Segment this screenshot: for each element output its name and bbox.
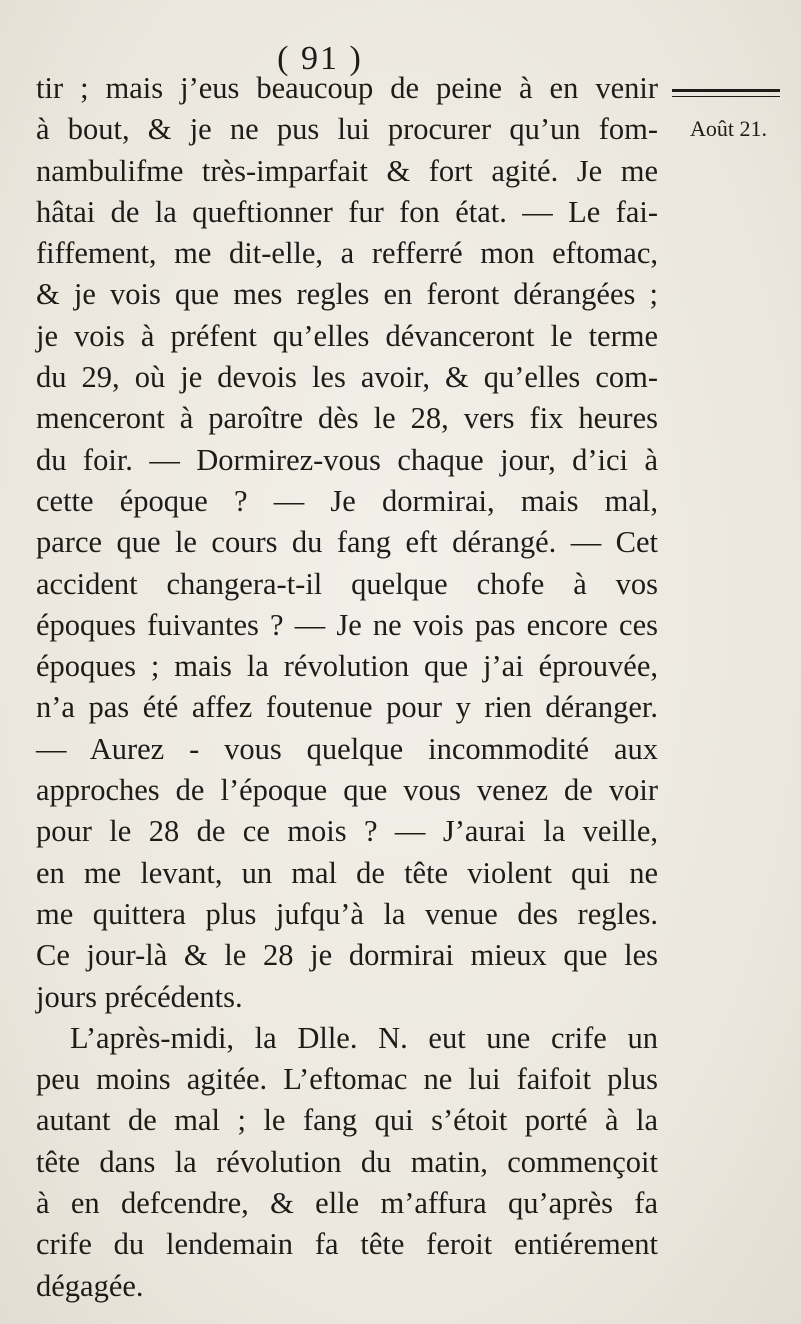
text-line: dégagée. [36, 1268, 144, 1303]
text-line: du foir. — Dormirez-vous chaque jour, d’ici à [36, 442, 658, 477]
text-line: fiffement, me dit-elle, a refferré mon eftomac, [36, 236, 658, 271]
text-line: hâtai de la queftionner fur fon état. — Le fai- [36, 194, 658, 229]
text-line: nambulifme très-imparfait & fort agité. Je me [36, 153, 658, 188]
text-line: pour le 28 de ce mois ? — J’aurai la veille, [36, 814, 658, 849]
text-line: & je vois que mes regles en feront dérangées ; [36, 277, 658, 312]
text-line: peu moins agitée. L’eftomac ne lui faifoit plus [36, 1062, 658, 1097]
body-text [36, 68, 658, 1307]
text-line: époques fuivantes ? — Je ne vois pas encore ces [36, 607, 658, 642]
text-line: tir ; mais j’eus beaucoup de peine à en venir [36, 71, 658, 105]
text-line: du 29, où je devois les avoir, & qu’elles com- [36, 360, 658, 395]
margin-date-note: Août 21. [690, 116, 767, 141]
text-line: en me levant, un mal de tête violent qui ne [36, 855, 658, 890]
text-line: jours précédents. [36, 979, 243, 1014]
text-line: crife du lendemain fa tête feroit entiérement [36, 1227, 658, 1262]
text-line: accident changera-t-il quelque chofe à vos [36, 566, 658, 601]
text-line: époques ; mais la révolution que j’ai éprouvée, [36, 649, 658, 684]
page-number: ( 91 ) [277, 40, 363, 77]
text-line: — Aurez - vous quelque incommodité aux [36, 731, 658, 766]
text-line: à bout, & je ne pus lui procurer qu’un fom- [36, 112, 658, 147]
margin-rule [672, 89, 780, 92]
text-line: parce que le cours du fang eft dérangé. — Cet [36, 525, 658, 560]
text-line: je vois à préfent qu’elles dévanceront le terme [36, 318, 658, 353]
text-line: approches de l’époque que vous venez de voir [36, 773, 658, 808]
text-line: Ce jour-là & le 28 je dormirai mieux que les [36, 938, 658, 973]
text-line: tête dans la révolution du matin, commençoit [36, 1144, 658, 1179]
text-line: L’après-midi, la Dlle. N. eut une crife un [70, 1020, 658, 1055]
text-line: n’a pas été affez foutenue pour y rien déranger. [36, 690, 658, 725]
text-line: cette époque ? — Je dormirai, mais mal, [36, 483, 658, 518]
text-line: me quittera plus jufqu’à la venue des regles. [36, 896, 658, 931]
text-line: à en defcendre, & elle m’affura qu’après fa [36, 1186, 658, 1221]
text-line: autant de mal ; le fang qui s’étoit porté à la [36, 1103, 658, 1138]
text-line: menceront à paroître dès le 28, vers fix heures [36, 401, 658, 436]
